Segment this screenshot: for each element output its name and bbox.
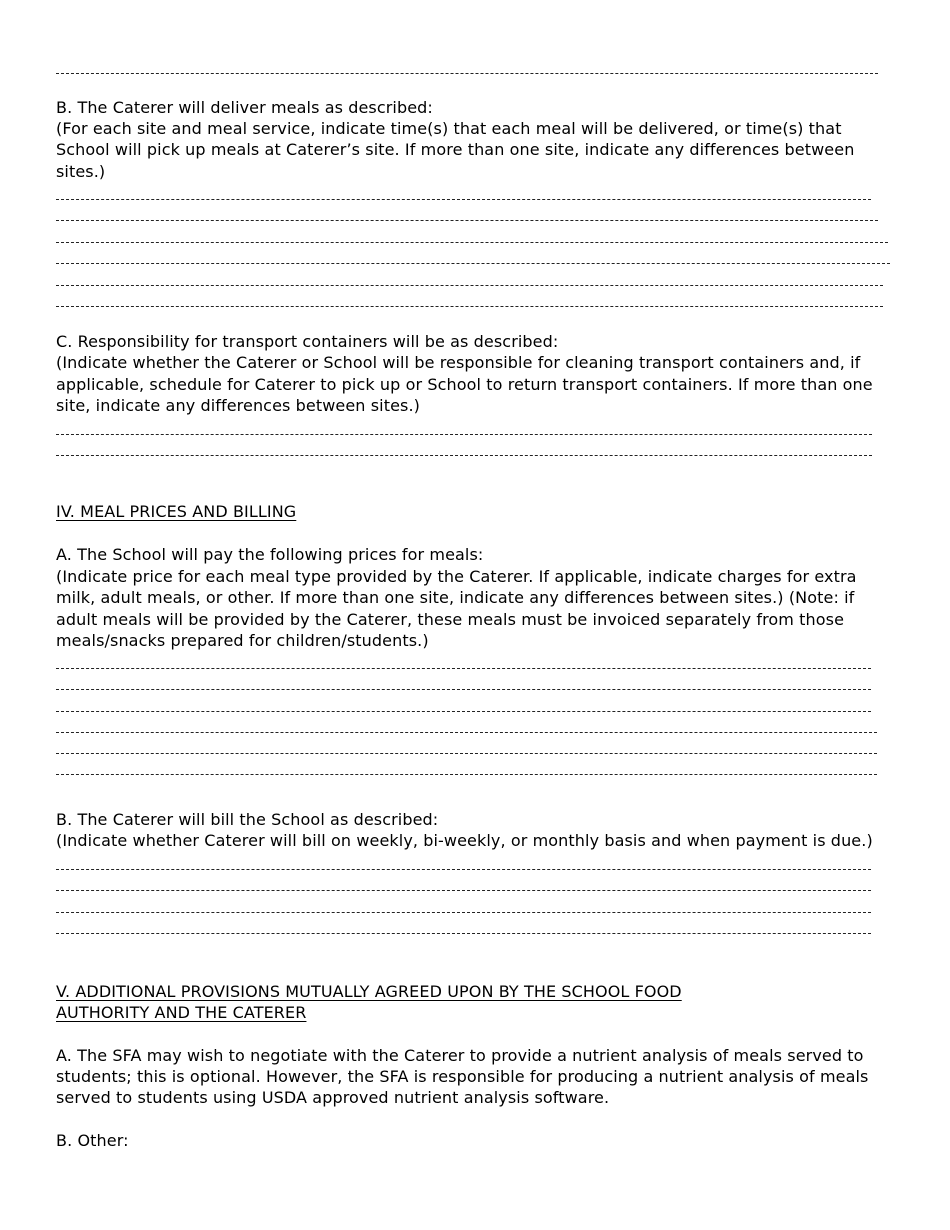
containers-fill-line[interactable] [56, 455, 872, 456]
delivery-fill-line[interactable] [56, 263, 890, 264]
billing-title: B. The Caterer will bill the School as described: [56, 810, 439, 829]
containers-fill-line[interactable] [56, 434, 872, 435]
delivery-instructions-line-2: School will pick up meals at Caterer’s site. If more than one site, indicate any differences between [56, 140, 855, 159]
delivery-title: B. The Caterer will deliver meals as described: [56, 98, 433, 117]
nutrient-analysis-line-3: served to students using USDA approved nutrient analysis software. [56, 1088, 610, 1107]
delivery-fill-line[interactable] [56, 242, 888, 243]
prices-fill-line[interactable] [56, 753, 877, 754]
billing-fill-line[interactable] [56, 890, 871, 891]
nutrient-analysis-line-2: students; this is optional. However, the SFA is responsible for producing a nutrient analysis of meals [56, 1067, 869, 1086]
delivery-fill-line[interactable] [56, 199, 871, 200]
prices-fill-line[interactable] [56, 732, 877, 733]
billing-fill-line[interactable] [56, 912, 871, 913]
prices-fill-line[interactable] [56, 774, 877, 775]
additional-provisions-heading-line-1: V. ADDITIONAL PROVISIONS MUTUALLY AGREED UPON BY THE SCHOOL FOOD [56, 982, 682, 1001]
billing-instructions: (Indicate whether Caterer will bill on weekly, bi-weekly, or monthly basis and when payment is due.) [56, 831, 873, 850]
billing-fill-line[interactable] [56, 933, 871, 934]
prices-title: A. The School will pay the following prices for meals: [56, 545, 484, 564]
other-label: B. Other: [56, 1131, 129, 1150]
containers-instructions-line-1: (Indicate whether the Caterer or School will be responsible for cleaning transport containers and, if [56, 353, 861, 372]
containers-instructions-line-2: applicable, schedule for Caterer to pick up or School to return transport containers. If more than one [56, 375, 873, 394]
containers-instructions-line-3: site, indicate any differences between sites.) [56, 396, 420, 415]
prices-fill-line[interactable] [56, 668, 871, 669]
prices-instructions-line-2: milk, adult meals, or other. If more than one site, indicate any differences between sites.) (Note: if [56, 588, 855, 607]
additional-provisions-heading-line-2: AUTHORITY AND THE CATERER [56, 1003, 307, 1022]
prices-instructions-line-1: (Indicate price for each meal type provided by the Caterer. If applicable, indicate charges for extra [56, 567, 857, 586]
prices-fill-line[interactable] [56, 711, 871, 712]
billing-fill-line[interactable] [56, 869, 871, 870]
delivery-instructions-line-1: (For each site and meal service, indicate time(s) that each meal will be delivered, or time(s) that [56, 119, 842, 138]
blank-fill-line[interactable] [56, 73, 878, 74]
meal-prices-heading: IV. MEAL PRICES AND BILLING [56, 502, 297, 521]
containers-title: C. Responsibility for transport containers will be as described: [56, 332, 559, 351]
prices-fill-line[interactable] [56, 689, 871, 690]
delivery-instructions-line-3: sites.) [56, 162, 106, 181]
prices-instructions-line-4: meals/snacks prepared for children/students.) [56, 631, 429, 650]
delivery-fill-line[interactable] [56, 306, 883, 307]
delivery-fill-line[interactable] [56, 285, 883, 286]
prices-instructions-line-3: adult meals will be provided by the Caterer, these meals must be invoiced separately from those [56, 610, 845, 629]
nutrient-analysis-line-1: A. The SFA may wish to negotiate with the Caterer to provide a nutrient analysis of meals served to [56, 1046, 864, 1065]
delivery-fill-line[interactable] [56, 220, 878, 221]
